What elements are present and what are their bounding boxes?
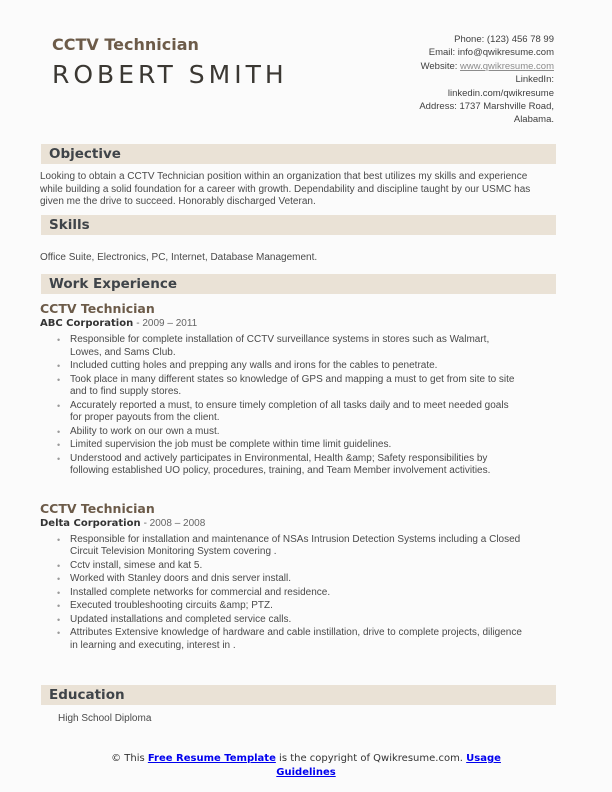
bullet-item: • Updated installations and completed service calls. — [70, 614, 522, 627]
bullet-item: • Worked with Stanley doors and dnis server install. — [70, 573, 522, 586]
section-skills — [40, 215, 554, 265]
bullet-item: • Responsible for installation and maintenance of NSAs Intrusion Detection Systems including a Closed Circuit Television Monitoring System covering . — [70, 534, 522, 559]
usage-guidelines-link[interactable]: Usage Guidelines — [276, 753, 501, 778]
section-work-experience — [40, 274, 554, 652]
job-entry-1 — [40, 301, 554, 478]
section-objective — [40, 144, 554, 209]
bullet-item: • Included cutting holes and prepping any walls and irons for the cables to penetrate. — [70, 360, 522, 373]
job-entry-2 — [40, 501, 554, 653]
objective-text: Looking to obtain a CCTV Technician position within an organization that best utilizes my skills and experience while building a solid foundation for a career with growth. Dependability and discipline taught by our USMC has given me the drive to succeed. Honorably discharged Veteran. — [40, 170, 531, 208]
education-item: High School Diploma — [58, 713, 152, 725]
job-bullet-list — [40, 534, 522, 653]
job-dates: - 2008 – 2008 — [143, 517, 206, 529]
contact-linkedin-value: linkedin.com/qwikresume — [447, 87, 554, 99]
bullet-item: • Responsible for complete installation of CCTV surveillance systems in stores such as Walmart, Lowes, and Sams Club. — [70, 334, 522, 359]
bullet-item: • Understood and actively participates in Environmental, Health &amp; Safety responsibilities by following established UO policy, procedures, training, and Team Member involvement activities. — [70, 453, 522, 478]
footer-copyright — [81, 752, 531, 780]
job-company: ABC Corporation — [40, 318, 134, 330]
candidate-name: ROBERT SMITH — [52, 60, 288, 89]
header-identity — [40, 33, 288, 127]
skills-text: Office Suite, Electronics, PC, Internet, Database Management. — [40, 252, 318, 264]
bullet-item: • Attributes Extensive knowledge of hardware and cable instillation, drive to complete projects, diligence in learning and executing, interest in . — [70, 627, 522, 652]
contact-website — [364, 60, 554, 73]
bullet-item: • Ability to work on our own a must. — [70, 426, 522, 439]
bullet-item: • Cctv install, simese and kat 5. — [70, 560, 522, 573]
job-company-line — [40, 318, 554, 330]
education-list — [40, 712, 554, 725]
job-dates: - 2009 – 2011 — [136, 318, 198, 330]
job-title: CCTV Technician — [40, 500, 155, 516]
footer — [0, 752, 612, 780]
section-heading-skills: Skills — [41, 215, 556, 235]
contact-address-line2: Alabama. — [513, 114, 554, 126]
bullet-item: • Executed troubleshooting circuits &amp; PTZ. — [70, 600, 522, 613]
bullet-item: • Limited supervision the job must be complete within time limit guidelines. — [70, 439, 522, 452]
contact-phone: Phone: (123) 456 78 99 — [454, 34, 554, 45]
contact-linkedin-label: LinkedIn: — [515, 74, 554, 86]
contact-info-block — [364, 33, 554, 127]
job-company-line — [40, 518, 554, 530]
job-bullet-list — [40, 334, 522, 478]
section-heading-work-experience: Work Experience — [41, 274, 556, 294]
bullet-item: • Installed complete networks for commercial and residence. — [70, 587, 522, 600]
section-education — [40, 685, 554, 725]
section-heading-objective: Objective — [41, 144, 556, 164]
bullet-item: • Took place in many different states so knowledge of GPS and mapping a must to get from site to site and to find supply stores. — [70, 374, 522, 399]
job-title: CCTV Technician — [40, 301, 155, 317]
contact-website-label: Website: — [420, 60, 461, 72]
free-resume-template-link[interactable]: Free Resume Template — [147, 753, 276, 764]
contact-address-line1: Address: 1737 Marshville Road, — [419, 101, 554, 113]
contact-email: Email: info@qwikresume.com — [428, 47, 554, 59]
bullet-item: • Accurately reported a must, to ensure timely completion of all tasks daily and to meet needed goals for proper payouts from the client. — [70, 400, 522, 425]
header-role-title: CCTV Technician — [52, 35, 199, 54]
footer-text-prefix: © This — [111, 753, 148, 764]
header — [40, 33, 554, 127]
job-company: Delta Corporation — [40, 517, 141, 529]
section-heading-education: Education — [41, 685, 556, 705]
footer-text-middle: is the copyright of Qwikresume.com. — [275, 753, 467, 764]
website-link[interactable]: www.qwikresume.com — [460, 60, 554, 72]
